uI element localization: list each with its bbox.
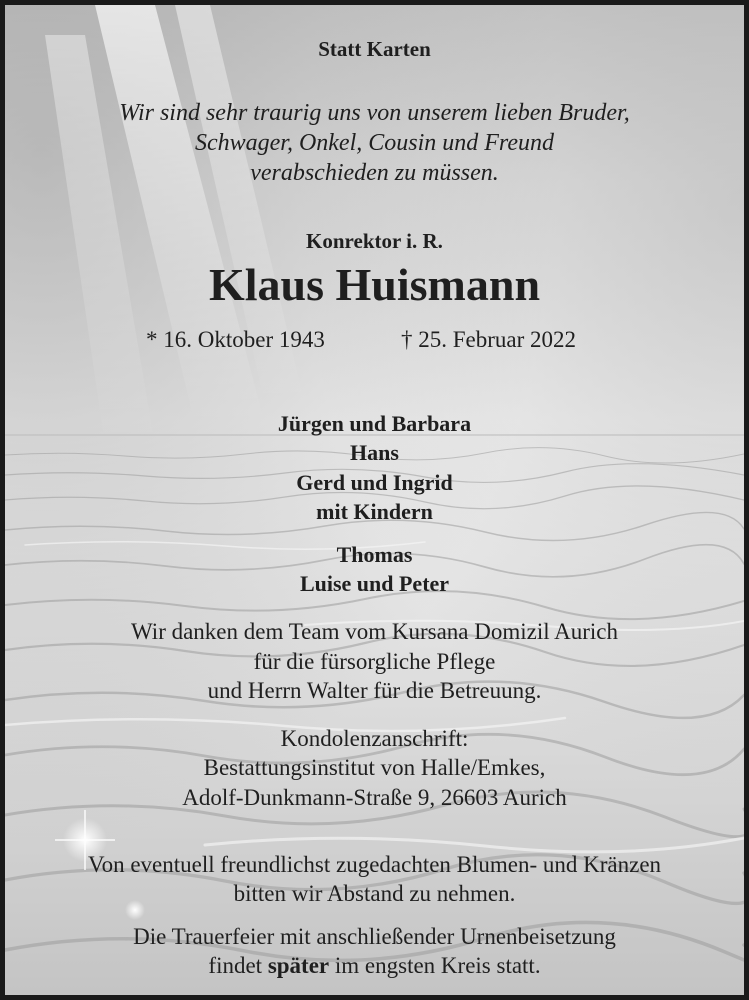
condolence-address: Bestattungsinstitut von Halle/Emkes, [203, 755, 546, 780]
ceremony-text: findet [208, 953, 268, 978]
family-member: Luise und Peter [299, 571, 450, 596]
deceased-title: Konrektor i. R. [306, 229, 443, 253]
deceased-name: Klaus Huismann [208, 259, 541, 310]
condolence-label: Kondolenzanschrift: [280, 726, 469, 751]
death-date: † 25. Februar 2022 [401, 327, 577, 352]
family-member: Hans [350, 440, 399, 465]
birth-date: * 16. Oktober 1943 [146, 327, 325, 352]
intro-line: verabschieden zu müssen. [250, 160, 499, 186]
family-member: Thomas [336, 542, 413, 567]
intro-line: Wir sind sehr traurig uns von unserem lieben Bruder, [119, 100, 630, 126]
statt-karten-heading: Statt Karten [318, 37, 431, 61]
thanks-line: Wir danken dem Team vom Kursana Domizil Aurich [131, 619, 618, 644]
ceremony-line [5, 951, 744, 980]
thanks-line: für die fürsorgliche Pflege [253, 649, 496, 674]
family-member: mit Kindern [316, 499, 433, 524]
flowers-line: bitten wir Abstand zu nehmen. [233, 881, 516, 906]
ceremony-emphasis: später [267, 953, 330, 978]
thanks-line: und Herrn Walter für die Betreuung. [207, 678, 542, 703]
intro-line: Schwager, Onkel, Cousin und Freund [194, 130, 555, 156]
family-member: Gerd und Ingrid [296, 470, 453, 495]
ceremony-text: im engsten Kreis statt. [329, 953, 541, 978]
flowers-line: Von eventuell freundlichst zugedachten Blumen- und Kränzen [87, 852, 662, 877]
condolence-address: Adolf-Dunkmann-Straße 9, 26603 Aurich [182, 785, 567, 810]
ceremony-line: Die Trauerfeier mit anschließender Urnenbeisetzung [133, 924, 616, 949]
family-member: Jürgen und Barbara [277, 411, 472, 436]
